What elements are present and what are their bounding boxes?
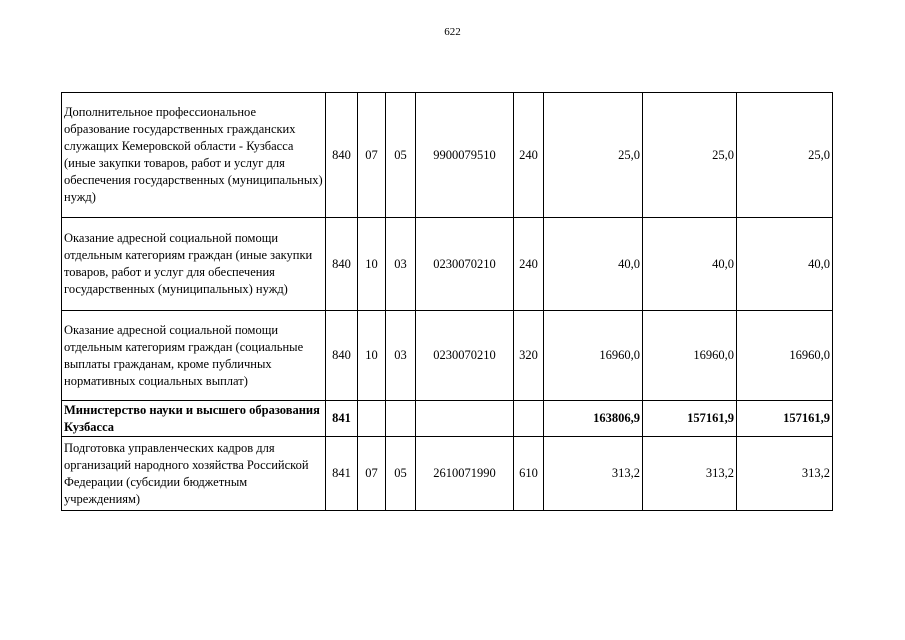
table-row [62,93,833,218]
subsection-code: 05 [386,93,416,218]
table-row [62,401,833,437]
amount-year2: 157161,9 [643,401,737,437]
amount-year2: 313,2 [643,437,737,511]
amount-year1: 313,2 [544,437,643,511]
table-row [62,218,833,311]
ministry-code: 841 [326,437,358,511]
ministry-code: 840 [326,311,358,401]
target-article-code: 0230070210 [416,311,514,401]
amount-year3: 40,0 [737,218,833,311]
expense-type-code: 320 [514,311,544,401]
amount-year1: 16960,0 [544,311,643,401]
target-article-code: 0230070210 [416,218,514,311]
target-article-code: 2610071990 [416,437,514,511]
ministry-code: 840 [326,218,358,311]
amount-year1: 163806,9 [544,401,643,437]
ministry-code: 841 [326,401,358,437]
amount-year1: 25,0 [544,93,643,218]
section-code: 07 [358,93,386,218]
target-article-code: 9900079510 [416,93,514,218]
section-code: 07 [358,437,386,511]
amount-year3: 313,2 [737,437,833,511]
amount-year3: 25,0 [737,93,833,218]
ministry-code: 840 [326,93,358,218]
subsection-code: 03 [386,311,416,401]
row-description: Подготовка управленческих кадров для организаций народного хозяйства Российской Федерации (субсидии бюджетным учреждениям) [62,437,326,511]
row-description: Министерство науки и высшего образования Кузбасса [62,401,326,437]
row-description: Оказание адресной социальной помощи отдельным категориям граждан (иные закупки товаров, работ и услуг для обеспечения государственных (муниципальных) нужд) [62,218,326,311]
subsection-code [386,401,416,437]
section-code [358,401,386,437]
table-row [62,437,833,511]
amount-year1: 40,0 [544,218,643,311]
table-row [62,311,833,401]
amount-year2: 40,0 [643,218,737,311]
amount-year2: 25,0 [643,93,737,218]
section-code: 10 [358,311,386,401]
subsection-code: 05 [386,437,416,511]
budget-table [61,92,833,511]
expense-type-code: 240 [514,218,544,311]
row-description: Дополнительное профессиональное образование государственных гражданских служащих Кемеровской области - Кузбасса (иные закупки товаров, работ и услуг для обеспечения государственных (муниципальных) нужд) [62,93,326,218]
expense-type-code: 610 [514,437,544,511]
page-number: 622 [444,26,461,38]
expense-type-code: 240 [514,93,544,218]
row-description: Оказание адресной социальной помощи отдельным категориям граждан (социальные выплаты гражданам, кроме публичных нормативных социальных выплат) [62,311,326,401]
section-code: 10 [358,218,386,311]
amount-year2: 16960,0 [643,311,737,401]
target-article-code [416,401,514,437]
amount-year3: 157161,9 [737,401,833,437]
expense-type-code [514,401,544,437]
subsection-code: 03 [386,218,416,311]
amount-year3: 16960,0 [737,311,833,401]
